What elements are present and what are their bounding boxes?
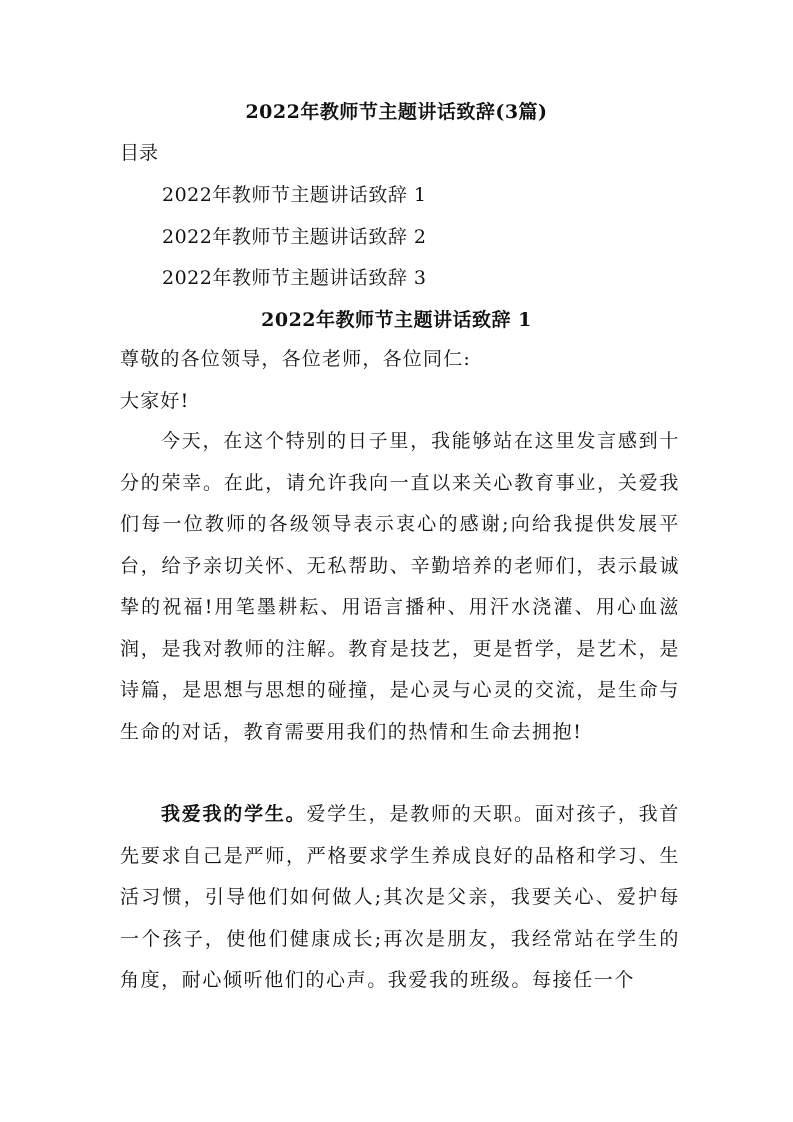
section-1-title: 2022年教师节主题讲话致辞 1 xyxy=(261,309,532,331)
paragraph-1: 今天，在这个特别的日子里，我能够站在这里发言感到十分的荣幸。在此，请允许我向一直以来关心教育事业，关爱我们每一位教师的各级领导表示衷心的感谢;向给我提供发展平台，给予亲切关怀、无私帮助、辛勤培养的老师们，表示最诚挚的祝福!用笔墨耕耘、用语言播种、用汗水浇灌、用心血滋润，是我对教师的注解。教育是技艺，更是哲学，是艺术，是诗篇，是思想与思想的碰撞，是心灵与心灵的交流，是生命与生命的对话，教育需要用我们的热情和生命去拥抱! xyxy=(120,430,680,743)
paragraph-2-lead: 我爱我的学生。 xyxy=(161,803,307,825)
toc-item-3[interactable]: 2022年教师节主题讲话致辞 3 xyxy=(162,267,427,289)
document-title: 2022年教师节主题讲话致辞(3篇) xyxy=(245,101,548,123)
paragraph-2-text: 爱学生，是教师的天职。面对孩子，我首先要求自己是严师，严格要求学生养成良好的品格和学习、生活习惯，引导他们如何做人;其次是父亲，我要关心、爱护每一个孩子，使他们健康成长;再次是朋友，我经常站在学生的角度，耐心倾听他们的心声。我爱我的班级。每接任一个 xyxy=(120,803,680,991)
salutation: 尊敬的各位领导，各位老师，各位同仁: xyxy=(120,348,472,370)
greeting: 大家好! xyxy=(120,390,190,412)
paragraph-2 xyxy=(120,794,680,1002)
toc-item-1[interactable]: 2022年教师节主题讲话致辞 1 xyxy=(162,184,427,206)
toc-item-2[interactable]: 2022年教师节主题讲话致辞 2 xyxy=(162,226,427,248)
toc-heading: 目录 xyxy=(120,142,159,164)
